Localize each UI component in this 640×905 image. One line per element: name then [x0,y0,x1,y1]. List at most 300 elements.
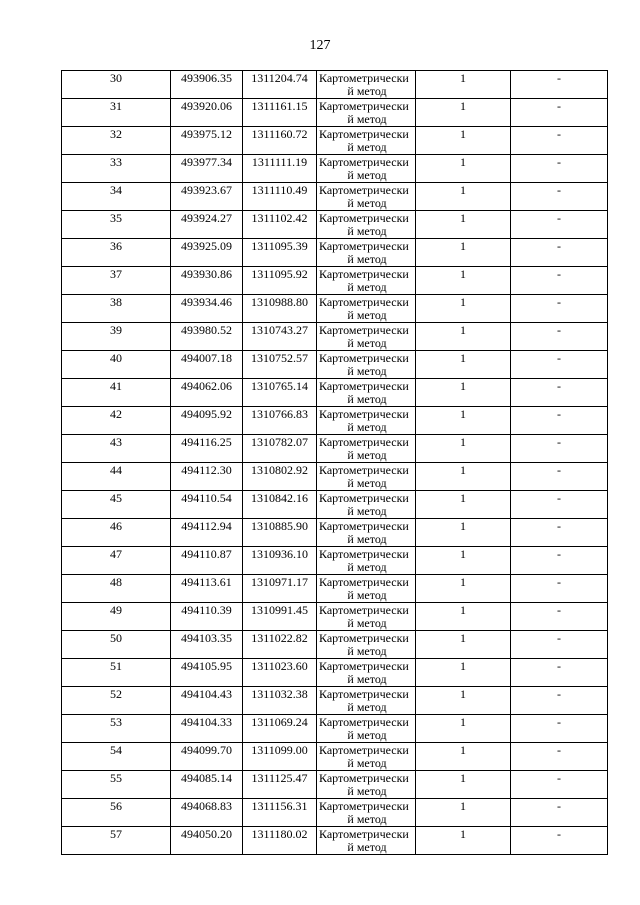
description-cell [511,239,608,267]
method-text-line-1: Картометрически [319,575,409,589]
y-coordinate: 1311111.19 [251,155,308,169]
x-coordinate-cell [171,799,243,827]
y-coordinate-cell [243,295,317,323]
y-coordinate-cell [243,575,317,603]
point-number-cell [62,715,171,743]
x-coordinate: 493906.35 [181,71,232,85]
x-coordinate: 493930.86 [181,267,232,281]
y-coordinate: 1310752.57 [251,351,308,365]
description-cell [511,715,608,743]
accuracy-cell [416,659,511,687]
accuracy-cell [416,379,511,407]
x-coordinate: 493923.67 [181,183,232,197]
y-coordinate-cell [243,771,317,799]
x-coordinate-cell [171,519,243,547]
accuracy-cell [416,183,511,211]
point-number-cell [62,351,171,379]
x-coordinate: 493980.52 [181,323,232,337]
description-value: - [557,659,561,673]
x-coordinate: 494112.30 [181,463,232,477]
table-row [62,463,608,491]
point-number: 40 [110,351,122,365]
x-coordinate-cell [171,715,243,743]
point-number: 52 [110,687,122,701]
coordinates-table-body [62,71,608,855]
accuracy-cell [416,519,511,547]
x-coordinate-cell [171,827,243,855]
accuracy-cell [416,99,511,127]
x-coordinate: 494062.06 [181,379,232,393]
method-text-line-1: Картометрически [319,715,409,729]
point-number: 32 [110,127,122,141]
x-coordinate: 494068.83 [181,799,232,813]
point-number-cell [62,463,171,491]
point-number-cell [62,547,171,575]
description-cell [511,463,608,491]
method-text-line-2: й метод [347,196,387,210]
description-cell [511,267,608,295]
y-coordinate: 1310743.27 [251,323,308,337]
description-cell [511,743,608,771]
method-text-line-1: Картометрически [319,351,409,365]
point-number: 51 [110,659,122,673]
accuracy-cell [416,687,511,715]
table-row [62,575,608,603]
accuracy-cell [416,631,511,659]
point-number: 39 [110,323,122,337]
y-coordinate: 1311110.49 [251,183,308,197]
point-number-cell [62,183,171,211]
x-coordinate: 494099.70 [181,743,232,757]
x-coordinate-cell [171,407,243,435]
accuracy-value: 1 [460,575,466,589]
accuracy-value: 1 [460,379,466,393]
x-coordinate-cell [171,379,243,407]
method-text-line-2: й метод [347,112,387,126]
method-cell [317,295,416,323]
method-cell [317,267,416,295]
table-row [62,71,608,99]
description-value: - [557,435,561,449]
x-coordinate: 494104.33 [181,715,232,729]
accuracy-cell [416,771,511,799]
method-text-line-1: Картометрически [319,827,409,841]
point-number: 49 [110,603,122,617]
x-coordinate: 494104.43 [181,687,232,701]
accuracy-value: 1 [460,519,466,533]
description-cell [511,379,608,407]
method-text-line-2: й метод [347,476,387,490]
x-coordinate-cell [171,295,243,323]
table-row [62,827,608,855]
point-number: 44 [110,463,122,477]
x-coordinate-cell [171,547,243,575]
x-coordinate-cell [171,435,243,463]
method-text-line-1: Картометрически [319,211,409,225]
method-text-line-2: й метод [347,448,387,462]
point-number-cell [62,295,171,323]
accuracy-value: 1 [460,239,466,253]
accuracy-value: 1 [460,631,466,645]
table-row [62,99,608,127]
accuracy-cell [416,127,511,155]
point-number: 43 [110,435,122,449]
method-text-line-1: Картометрически [319,295,409,309]
y-coordinate-cell [243,631,317,659]
point-number: 35 [110,211,122,225]
method-cell [317,659,416,687]
accuracy-value: 1 [460,127,466,141]
method-text-line-2: й метод [347,560,387,574]
x-coordinate: 494116.25 [181,435,232,449]
method-text-line-1: Картометрически [319,631,409,645]
x-coordinate: 494110.87 [181,547,232,561]
table-row [62,715,608,743]
y-coordinate: 1311102.42 [251,211,308,225]
description-value: - [557,127,561,141]
accuracy-value: 1 [460,267,466,281]
y-coordinate-cell [243,267,317,295]
accuracy-cell [416,435,511,463]
description-cell [511,491,608,519]
method-cell [317,379,416,407]
y-coordinate: 1311069.24 [251,715,308,729]
accuracy-cell [416,799,511,827]
description-value: - [557,183,561,197]
method-text-line-1: Картометрически [319,771,409,785]
accuracy-cell [416,603,511,631]
description-cell [511,183,608,211]
method-text-line-1: Картометрически [319,659,409,673]
method-cell [317,463,416,491]
accuracy-value: 1 [460,155,466,169]
method-text-line-1: Картометрически [319,407,409,421]
point-number: 53 [110,715,122,729]
y-coordinate: 1311161.15 [251,99,308,113]
y-coordinate: 1310991.45 [251,603,308,617]
method-text-line-1: Картометрически [319,687,409,701]
method-text-line-1: Картометрически [319,99,409,113]
method-cell [317,687,416,715]
point-number-cell [62,99,171,127]
table-row [62,323,608,351]
method-cell [317,407,416,435]
point-number: 46 [110,519,122,533]
page-number: 127 [309,38,331,53]
point-number-cell [62,631,171,659]
description-cell [511,519,608,547]
point-number: 48 [110,575,122,589]
point-number: 34 [110,183,122,197]
y-coordinate: 1311160.72 [251,127,308,141]
method-cell [317,631,416,659]
method-text-line-1: Картометрически [319,463,409,477]
description-cell [511,295,608,323]
method-cell [317,519,416,547]
description-value: - [557,211,561,225]
point-number-cell [62,519,171,547]
description-value: - [557,687,561,701]
description-value: - [557,603,561,617]
method-cell [317,351,416,379]
point-number-cell [62,323,171,351]
method-text-line-1: Картометрически [319,183,409,197]
point-number: 54 [110,743,122,757]
accuracy-cell [416,575,511,603]
method-text-line-2: й метод [347,588,387,602]
description-cell [511,155,608,183]
method-text-line-1: Картометрически [319,491,409,505]
accuracy-value: 1 [460,323,466,337]
method-text-line-1: Картометрически [319,239,409,253]
method-text-line-2: й метод [347,224,387,238]
x-coordinate: 494085.14 [181,771,232,785]
y-coordinate-cell [243,127,317,155]
x-coordinate-cell [171,659,243,687]
y-coordinate-cell [243,827,317,855]
x-coordinate: 494105.95 [181,659,232,673]
description-cell [511,631,608,659]
method-text-line-1: Картометрически [319,799,409,813]
description-cell [511,575,608,603]
description-value: - [557,547,561,561]
accuracy-value: 1 [460,743,466,757]
method-text-line-1: Картометрически [319,435,409,449]
description-value: - [557,295,561,309]
x-coordinate-cell [171,71,243,99]
accuracy-value: 1 [460,547,466,561]
x-coordinate-cell [171,771,243,799]
accuracy-value: 1 [460,211,466,225]
y-coordinate-cell [243,519,317,547]
point-number-cell [62,407,171,435]
y-coordinate-cell [243,463,317,491]
description-value: - [557,771,561,785]
y-coordinate-cell [243,183,317,211]
point-number: 36 [110,239,122,253]
accuracy-value: 1 [460,799,466,813]
method-cell [317,239,416,267]
y-coordinate: 1311156.31 [251,799,308,813]
description-value: - [557,463,561,477]
method-cell [317,603,416,631]
accuracy-value: 1 [460,771,466,785]
method-text-line-2: й метод [347,756,387,770]
method-text-line-1: Картометрически [319,743,409,757]
table-row [62,687,608,715]
point-number: 31 [110,99,122,113]
y-coordinate: 1310885.90 [251,519,308,533]
method-text-line-2: й метод [347,336,387,350]
method-cell [317,799,416,827]
point-number: 55 [110,771,122,785]
method-text-line-1: Картометрически [319,379,409,393]
y-coordinate-cell [243,715,317,743]
method-text-line-1: Картометрически [319,127,409,141]
method-text-line-1: Картометрически [319,547,409,561]
accuracy-cell [416,827,511,855]
y-coordinate: 1311125.47 [251,771,308,785]
y-coordinate: 1311022.82 [251,631,308,645]
method-cell [317,491,416,519]
method-text-line-2: й метод [347,140,387,154]
accuracy-cell [416,547,511,575]
y-coordinate-cell [243,799,317,827]
method-text-line-2: й метод [347,672,387,686]
y-coordinate: 1310936.10 [251,547,308,561]
y-coordinate: 1311032.38 [251,687,308,701]
point-number: 30 [110,71,122,85]
accuracy-value: 1 [460,687,466,701]
point-number-cell [62,827,171,855]
accuracy-cell [416,211,511,239]
accuracy-value: 1 [460,407,466,421]
accuracy-cell [416,491,511,519]
point-number: 45 [110,491,122,505]
table-row [62,351,608,379]
x-coordinate: 493925.09 [181,239,232,253]
y-coordinate-cell [243,351,317,379]
point-number-cell [62,379,171,407]
accuracy-cell [416,239,511,267]
y-coordinate-cell [243,435,317,463]
point-number: 41 [110,379,122,393]
description-cell [511,799,608,827]
method-cell [317,99,416,127]
description-cell [511,547,608,575]
method-cell [317,771,416,799]
method-text-line-2: й метод [347,812,387,826]
method-cell [317,127,416,155]
accuracy-value: 1 [460,491,466,505]
method-text-line-2: й метод [347,784,387,798]
x-coordinate-cell [171,463,243,491]
table-row [62,239,608,267]
x-coordinate-cell [171,491,243,519]
description-cell [511,351,608,379]
y-coordinate: 1310842.16 [251,491,308,505]
coordinates-table [61,70,608,855]
description-value: - [557,71,561,85]
table-row [62,659,608,687]
y-coordinate-cell [243,687,317,715]
description-cell [511,323,608,351]
method-text-line-1: Картометрически [319,323,409,337]
x-coordinate-cell [171,183,243,211]
x-coordinate: 494110.39 [181,603,232,617]
method-text-line-2: й метод [347,700,387,714]
x-coordinate: 494103.35 [181,631,232,645]
x-coordinate: 494110.54 [181,491,232,505]
y-coordinate-cell [243,323,317,351]
method-text-line-2: й метод [347,420,387,434]
x-coordinate-cell [171,687,243,715]
method-cell [317,547,416,575]
point-number-cell [62,491,171,519]
accuracy-cell [416,463,511,491]
x-coordinate: 493977.34 [181,155,232,169]
point-number-cell [62,743,171,771]
method-text-line-1: Картометрически [319,519,409,533]
x-coordinate-cell [171,351,243,379]
y-coordinate: 1311095.39 [251,239,308,253]
y-coordinate: 1310782.07 [251,435,308,449]
method-cell [317,155,416,183]
y-coordinate-cell [243,547,317,575]
description-value: - [557,267,561,281]
method-text-line-2: й метод [347,504,387,518]
point-number-cell [62,267,171,295]
description-cell [511,407,608,435]
y-coordinate: 1311095.92 [251,267,308,281]
method-cell [317,827,416,855]
method-text-line-2: й метод [347,364,387,378]
method-cell [317,743,416,771]
method-cell [317,71,416,99]
description-value: - [557,799,561,813]
description-cell [511,127,608,155]
point-number: 33 [110,155,122,169]
point-number-cell [62,435,171,463]
description-value: - [557,323,561,337]
method-text-line-2: й метод [347,840,387,854]
method-text-line-2: й метод [347,532,387,546]
accuracy-cell [416,71,511,99]
point-number-cell [62,127,171,155]
method-cell [317,435,416,463]
method-text-line-1: Картометрически [319,155,409,169]
method-text-line-2: й метод [347,252,387,266]
description-value: - [557,519,561,533]
accuracy-value: 1 [460,435,466,449]
table-row [62,631,608,659]
description-value: - [557,743,561,757]
x-coordinate-cell [171,575,243,603]
x-coordinate: 494113.61 [181,575,232,589]
x-coordinate: 493934.46 [181,295,232,309]
point-number: 56 [110,799,122,813]
method-text-line-2: й метод [347,616,387,630]
point-number: 50 [110,631,122,645]
x-coordinate-cell [171,99,243,127]
method-text-line-1: Картометрически [319,267,409,281]
table-row [62,211,608,239]
accuracy-cell [416,267,511,295]
accuracy-value: 1 [460,715,466,729]
description-value: - [557,155,561,169]
description-cell [511,771,608,799]
x-coordinate-cell [171,211,243,239]
description-value: - [557,491,561,505]
table-row [62,155,608,183]
x-coordinate-cell [171,127,243,155]
accuracy-cell [416,295,511,323]
description-value: - [557,631,561,645]
accuracy-cell [416,323,511,351]
method-text-line-2: й метод [347,644,387,658]
point-number-cell [62,603,171,631]
description-cell [511,603,608,631]
description-value: - [557,407,561,421]
x-coordinate: 494050.20 [181,827,232,841]
point-number-cell [62,155,171,183]
y-coordinate: 1310765.14 [251,379,308,393]
y-coordinate-cell [243,603,317,631]
point-number: 38 [110,295,122,309]
x-coordinate-cell [171,631,243,659]
accuracy-value: 1 [460,295,466,309]
x-coordinate: 494007.18 [181,351,232,365]
